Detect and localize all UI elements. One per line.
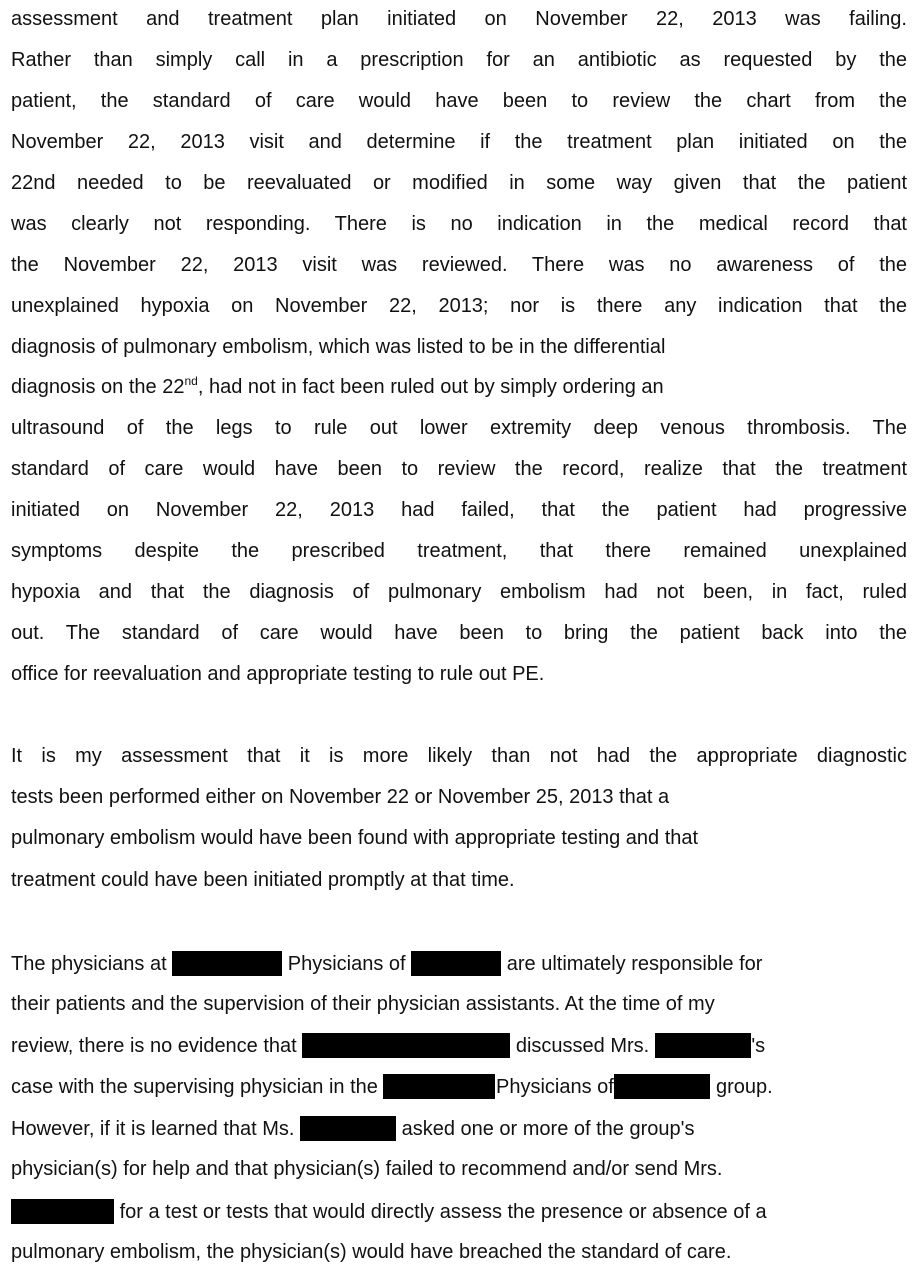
redaction-block bbox=[11, 1199, 114, 1224]
p3-line-5-b: asked one or more of the group's bbox=[401, 1118, 695, 1140]
p1-line-3: patient, the standard of care would have been to review the chart from the bbox=[11, 90, 907, 112]
p1-line-2: Rather than simply call in a prescription for an antibiotic as requested by the bbox=[11, 49, 907, 71]
ordinal-superscript: nd bbox=[184, 374, 198, 388]
p1-line-16: out. The standard of care would have been to bring the patient back into the bbox=[11, 622, 907, 644]
p1-line-14: symptoms despite the prescribed treatment, that there remained unexplained bbox=[11, 540, 907, 562]
p2-line-1: It is my assessment that it is more likely than not had the appropriate diagnostic bbox=[11, 745, 907, 767]
p3-line-3 bbox=[11, 1033, 907, 1058]
p3-line-2: their patients and the supervision of their physician assistants. At the time of my bbox=[11, 993, 715, 1015]
p3-line-8: pulmonary embolism, the physician(s) would have breached the standard of care. bbox=[11, 1241, 732, 1263]
p3-line-5-a: However, if it is learned that Ms. bbox=[11, 1118, 295, 1140]
p2-line-4: treatment could have been initiated promptly at that time. bbox=[11, 869, 515, 891]
p3-line-5 bbox=[11, 1116, 907, 1141]
p1-line-10-a: diagnosis on the 22 bbox=[11, 376, 185, 398]
p3-line-3-c: 's bbox=[751, 1035, 766, 1057]
p1-line-10 bbox=[11, 375, 907, 399]
p1-line-8: unexplained hypoxia on November 22, 2013; nor is there any indication that the bbox=[11, 295, 907, 317]
p1-line-12: standard of care would have been to review the record, realize that the treatment bbox=[11, 458, 907, 480]
p3-line-7-b: for a test or tests that would directly assess the presence or absence of a bbox=[119, 1201, 767, 1223]
p3-line-4 bbox=[11, 1074, 907, 1099]
redaction-block bbox=[172, 951, 282, 976]
p2-line-2: tests been performed either on November 22 or November 25, 2013 that a bbox=[11, 786, 670, 808]
p3-line-3-b: discussed Mrs. bbox=[515, 1035, 650, 1057]
p1-line-11: ultrasound of the legs to rule out lower extremity deep venous thrombosis. The bbox=[11, 417, 907, 439]
p1-line-6: was clearly not responding. There is no indication in the medical record that bbox=[11, 213, 907, 235]
p3-line-1-c: are ultimately responsible for bbox=[506, 953, 763, 975]
p3-line-1-b: Physicians of bbox=[287, 953, 406, 975]
p1-line-17: office for reevaluation and appropriate testing to rule out PE. bbox=[11, 663, 545, 685]
p3-line-4-a: case with the supervising physician in the bbox=[11, 1076, 378, 1098]
p1-line-5: 22nd needed to be reevaluated or modified in some way given that the patient bbox=[11, 172, 907, 194]
redaction-block bbox=[300, 1116, 396, 1141]
p3-line-7 bbox=[11, 1199, 907, 1224]
p1-line-7: the November 22, 2013 visit was reviewed. There was no awareness of the bbox=[11, 254, 907, 276]
p1-line-1: assessment and treatment plan initiated on November 22, 2013 was failing. bbox=[11, 8, 907, 30]
p3-line-1 bbox=[11, 951, 907, 976]
p2-line-3: pulmonary embolism would have been found with appropriate testing and that bbox=[11, 827, 699, 849]
redaction-block bbox=[383, 1074, 495, 1099]
p1-line-10-b: , had not in fact been ruled out by simply ordering an bbox=[197, 376, 664, 398]
redaction-block bbox=[302, 1033, 510, 1058]
p3-line-3-a: review, there is no evidence that bbox=[11, 1035, 297, 1057]
p1-line-4: November 22, 2013 visit and determine if the treatment plan initiated on the bbox=[11, 131, 907, 153]
p3-line-1-a: The physicians at bbox=[11, 953, 167, 975]
p1-line-9: diagnosis of pulmonary embolism, which was listed to be in the differential bbox=[11, 336, 666, 358]
p1-line-15: hypoxia and that the diagnosis of pulmonary embolism had not been, in fact, ruled bbox=[11, 581, 907, 603]
redaction-block bbox=[411, 951, 501, 976]
p3-line-4-c: group. bbox=[715, 1076, 773, 1098]
p1-line-13: initiated on November 22, 2013 had failed, that the patient had progressive bbox=[11, 499, 907, 521]
redaction-block bbox=[614, 1074, 710, 1099]
p3-line-4-b: Physicians of bbox=[496, 1076, 614, 1098]
p3-line-6: physician(s) for help and that physician(s) failed to recommend and/or send Mrs. bbox=[11, 1158, 723, 1180]
redaction-block bbox=[655, 1033, 751, 1058]
